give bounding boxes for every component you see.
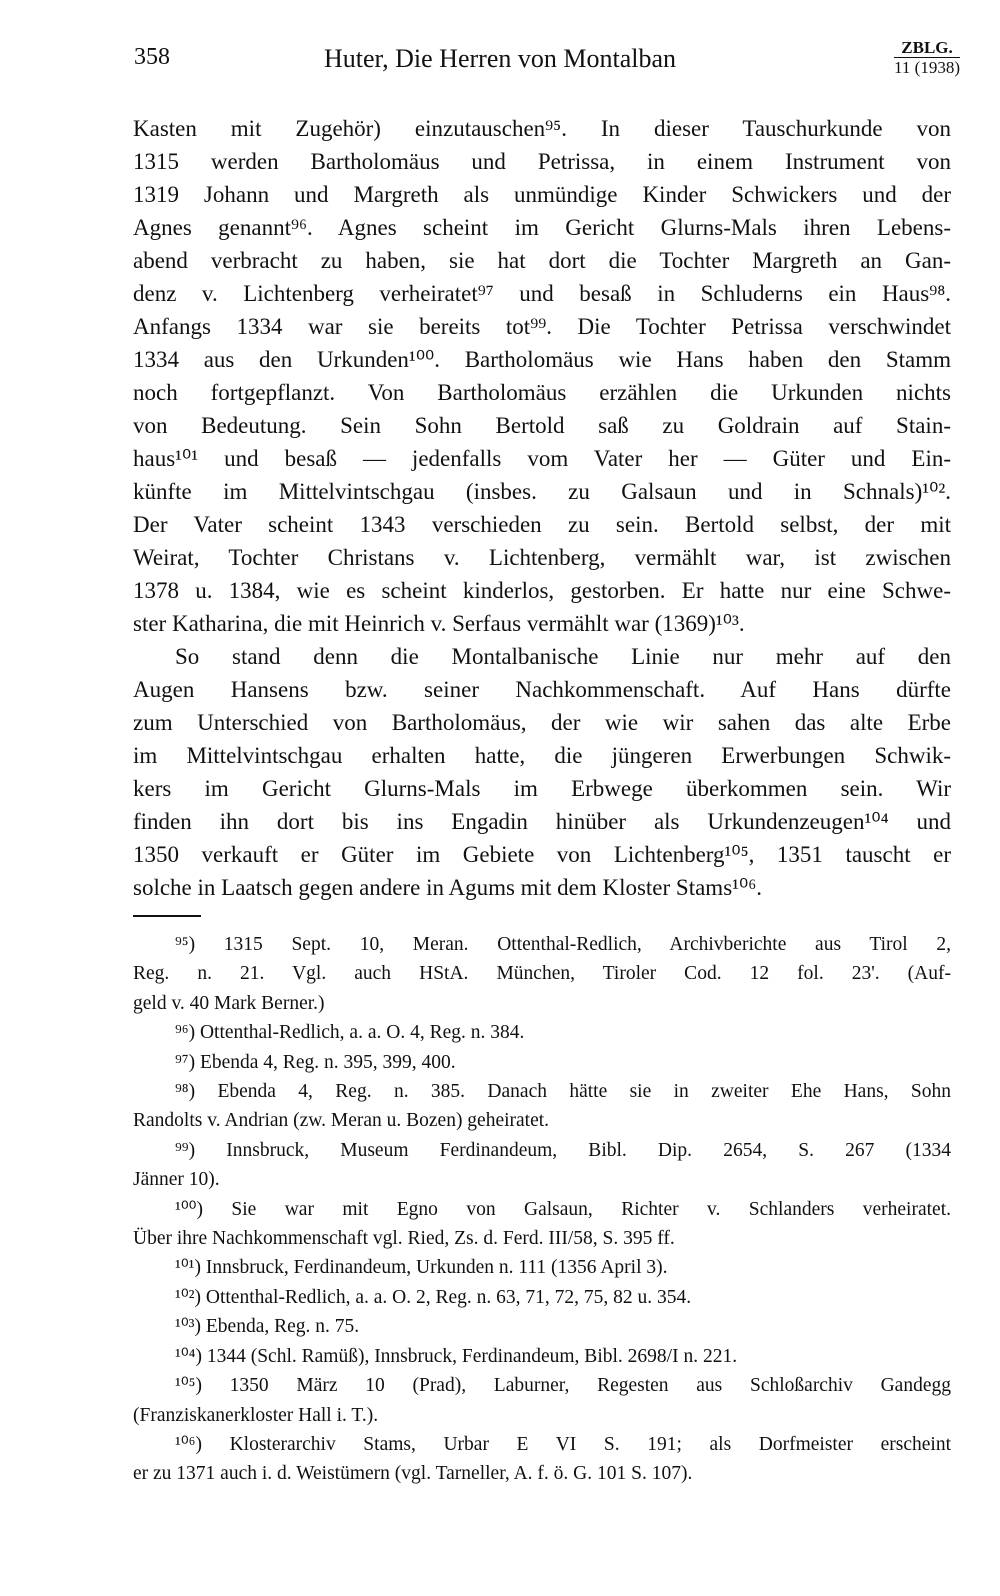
body-line: Agnes genannt⁹⁶. Agnes scheint im Gericht Glurns-Mals ihren Lebens-	[133, 215, 951, 240]
footnote-line: ⁹⁸) Ebenda 4, Reg. n. 385. Danach hätte sie in zweiter Ehe Hans, Sohn	[175, 1081, 951, 1103]
footnote	[133, 1283, 951, 1312]
footnote	[133, 1342, 951, 1371]
body-line: im Mittelvintschgau erhalten hatte, die jüngeren Erwerbungen Schwik-	[133, 743, 951, 768]
footnote-line: ¹⁰⁰) Sie war mit Egno von Galsaun, Richter v. Schlanders verheiratet.	[175, 1198, 951, 1220]
body-line: finden ihn dort bis ins Engadin hinüber als Urkundenzeugen¹⁰⁴ und	[133, 809, 951, 834]
footnote-line: Über ihre Nachkommenschaft vgl. Ried, Zs. d. Ferd. III/58, S. 395 ff.	[133, 1228, 675, 1250]
body-line: denz v. Lichtenberg verheiratet⁹⁷ und besaß in Schluderns ein Haus⁹⁸.	[133, 281, 951, 306]
body-line: haus¹⁰¹ und besaß — jedenfalls vom Vater her — Güter und Ein-	[133, 446, 951, 471]
body-line: Der Vater scheint 1343 verschieden zu sein. Bertold selbst, der mit	[133, 512, 951, 537]
footnote-line: Reg. n. 21. Vgl. auch HStA. München, Tiroler Cod. 12 fol. 23'. (Auf-	[133, 963, 951, 985]
footnote-line: ¹⁰⁶) Klosterarchiv Stams, Urbar E VI S. 191; als Dorfmeister erscheint	[175, 1433, 951, 1455]
footnote-line: ¹⁰³) Ebenda, Reg. n. 75.	[175, 1316, 360, 1338]
body-line: kers im Gericht Glurns-Mals im Erbwege überkommen sein. Wir	[133, 776, 951, 801]
footnote-line: ⁹⁶) Ottenthal-Redlich, a. a. O. 4, Reg. n. 384.	[175, 1022, 525, 1044]
footnote-line: ¹⁰¹) Innsbruck, Ferdinandeum, Urkunden n. 111 (1356 April 3).	[175, 1257, 668, 1279]
footnote	[133, 1077, 951, 1136]
body-line: 1334 aus den Urkunden¹⁰⁰. Bartholomäus wie Hans haben den Stamm	[133, 347, 951, 372]
body-line: 1378 u. 1384, wie es scheint kinderlos, gestorben. Er hatte nur eine Schwe-	[133, 578, 951, 603]
footnote-line: ⁹⁹) Innsbruck, Museum Ferdinandeum, Bibl. Dip. 2654, S. 267 (1334	[175, 1139, 951, 1161]
body-line: 1350 verkauft er Güter im Gebiete von Lichtenberg¹⁰⁵, 1351 tauscht er	[133, 842, 951, 867]
footnote	[133, 1195, 951, 1254]
body-line: von Bedeutung. Sein Sohn Bertold saß zu Goldrain auf Stain-	[133, 413, 951, 438]
body-line: 1319 Johann und Margreth als unmündige Kinder Schwickers und der	[133, 182, 951, 207]
journal-abbrev: ZBLG.	[894, 38, 960, 58]
body-line: Anfangs 1334 war sie bereits tot⁹⁹. Die Tochter Petrissa verschwindet	[133, 314, 951, 339]
journal-volume: 11 (1938)	[894, 58, 960, 77]
body-line: abend verbracht zu haben, sie hat dort die Tochter Margreth an Gan-	[133, 248, 951, 273]
footnote-line: ¹⁰⁴) 1344 (Schl. Ramüß), Innsbruck, Ferdinandeum, Bibl. 2698/I n. 221.	[175, 1345, 738, 1367]
footnote-separator	[133, 915, 201, 917]
page-number: 358	[134, 44, 170, 70]
body-line: solche in Laatsch gegen andere in Agums mit dem Kloster Stams¹⁰⁶.	[133, 875, 763, 900]
body-line: Weirat, Tochter Christans v. Lichtenberg, vermählt war, ist zwischen	[133, 545, 951, 570]
footnote-line: geld v. 40 Mark Berner.)	[133, 992, 325, 1014]
body-line: 1315 werden Bartholomäus und Petrissa, in einem Instrument von	[133, 149, 951, 174]
journal-reference	[894, 38, 960, 77]
running-title: Huter, Die Herren von Montalban	[323, 44, 676, 73]
footnotes	[133, 930, 951, 1489]
body-line: zum Unterschied von Bartholomäus, der wie wir sahen das alte Erbe	[133, 710, 951, 735]
body-line: Kasten mit Zugehör) einzutauschen⁹⁵. In dieser Tauschurkunde von	[133, 116, 951, 141]
footnote-line: ⁹⁵) 1315 Sept. 10, Meran. Ottenthal-Redlich, Archivberichte aus Tirol 2,	[175, 934, 951, 955]
footnote	[133, 1018, 951, 1047]
footnote-line: er zu 1371 auch i. d. Weistümern (vgl. Tarneller, A. f. ö. G. 101 S. 107).	[133, 1463, 693, 1485]
footnote-line: ¹⁰²) Ottenthal-Redlich, a. a. O. 2, Reg. n. 63, 71, 72, 75, 82 u. 354.	[175, 1286, 692, 1308]
body-line: noch fortgepflanzt. Von Bartholomäus erzählen die Urkunden nichts	[133, 380, 951, 405]
body-line: So stand denn die Montalbanische Linie nur mehr auf den	[175, 644, 951, 669]
footnote-line: Jänner 10).	[133, 1169, 220, 1191]
footnote-line: Randolts v. Andrian (zw. Meran u. Bozen) geheiratet.	[133, 1110, 550, 1132]
body-line: künfte im Mittelvintschgau (insbes. zu Galsaun und in Schnals)¹⁰².	[133, 479, 951, 504]
footnote-line: ⁹⁷) Ebenda 4, Reg. n. 395, 399, 400.	[175, 1051, 456, 1073]
footnote	[133, 1430, 951, 1489]
footnote	[133, 930, 951, 1018]
footnote	[133, 1253, 951, 1282]
footnote	[133, 1048, 951, 1077]
body-text	[133, 112, 951, 904]
footnote	[133, 1371, 951, 1430]
footnote	[133, 1312, 951, 1341]
body-line: Augen Hansens bzw. seiner Nachkommenschaft. Auf Hans dürfte	[133, 677, 951, 702]
footnote-line: ¹⁰⁵) 1350 März 10 (Prad), Laburner, Regesten aus Schloßarchiv Gandegg	[175, 1375, 951, 1397]
footnote	[133, 1136, 951, 1195]
footnote-line: (Franziskanerkloster Hall i. T.).	[133, 1404, 379, 1426]
body-line: ster Katharina, die mit Heinrich v. Serfaus vermählt war (1369)¹⁰³.	[133, 611, 745, 636]
